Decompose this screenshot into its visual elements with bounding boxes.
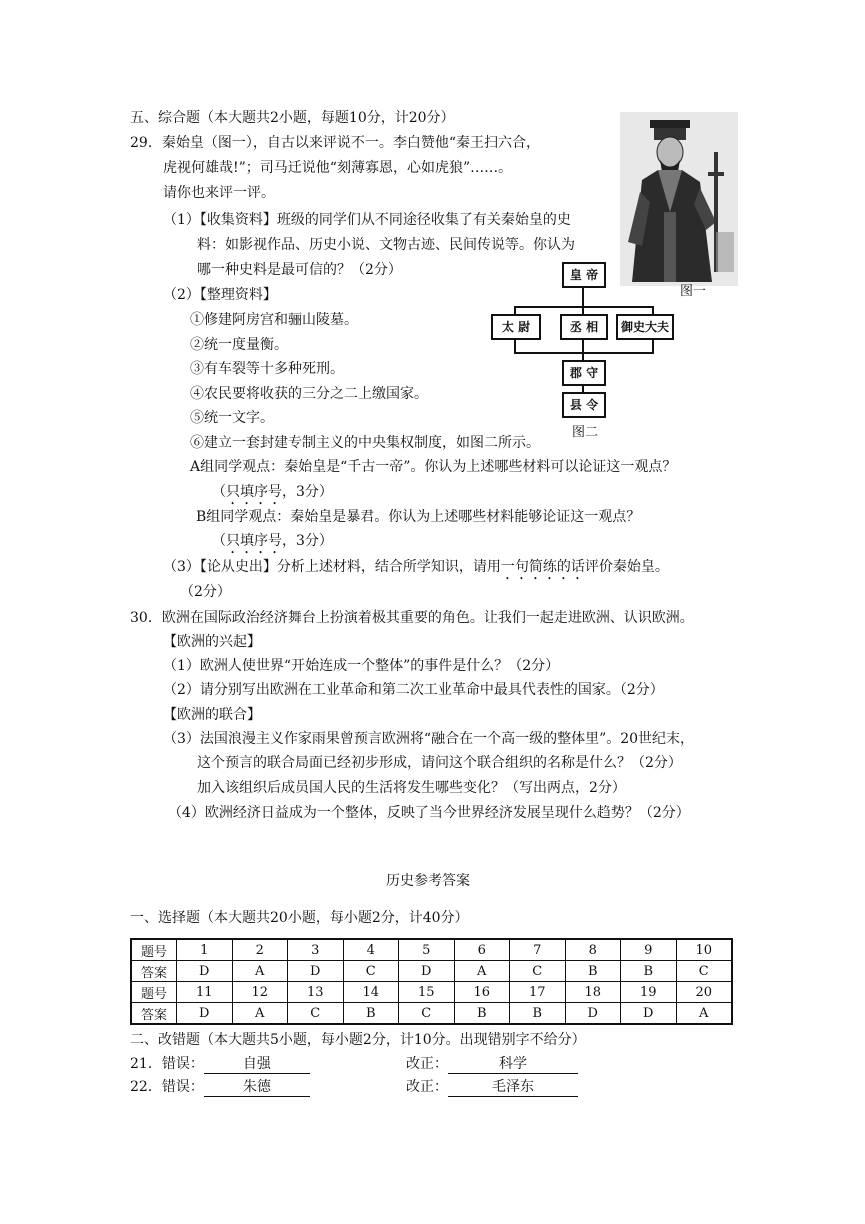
org-connector	[582, 288, 584, 306]
org-connector	[582, 306, 584, 314]
answers-section1-heading: 一、选择题（本大题共20小题，每小题2分，计40分）	[130, 910, 469, 926]
answers-title: 历史参考答案	[386, 873, 470, 889]
correction-right-answer: 毛泽东	[448, 1078, 578, 1097]
q30-part2: （2）请分别写出欧洲在工业革命和第二次工业革命中最具代表性的国家。（2分）	[163, 682, 664, 698]
answer-table	[130, 938, 733, 1025]
correction-fix	[406, 1054, 578, 1074]
table-cell: B	[510, 1003, 566, 1025]
table-cell: 17	[510, 982, 566, 1003]
table-row	[131, 982, 732, 1003]
org-connector	[514, 352, 654, 354]
group-b-question: B组同学观点：秦始皇是暴君。你认为上述哪些材料能够论证这一观点？	[196, 509, 641, 525]
material-item: ③有车裂等十多种死刑。	[190, 361, 344, 377]
org-chart-diagram	[486, 262, 676, 437]
table-cell: 5	[399, 939, 455, 961]
figure1-caption: 图一	[680, 284, 707, 299]
material-item: ④农民要将收获的三分之二上缴国家。	[190, 386, 428, 402]
table-cell: 答案	[131, 1003, 177, 1025]
org-connector	[514, 306, 654, 308]
table-cell: A	[232, 961, 288, 982]
org-connector	[652, 306, 654, 314]
org-box-xianling: 县 令	[562, 392, 606, 418]
table-cell: 14	[343, 982, 399, 1003]
table-cell: 3	[288, 939, 344, 961]
table-cell: A	[232, 1003, 288, 1025]
table-row	[131, 1003, 732, 1025]
table-cell: B	[343, 1003, 399, 1025]
table-cell: C	[510, 961, 566, 982]
table-cell: B	[454, 1003, 510, 1025]
table-cell: C	[343, 961, 399, 982]
org-box-yushidafu: 御史大夫	[616, 314, 674, 340]
q29-line1: 29．秦始皇（图一），自古以来评说不一。李白赞他“秦王扫六合，	[130, 135, 540, 151]
table-cell: 1	[177, 939, 233, 961]
table-cell: 16	[454, 982, 510, 1003]
table-cell: 4	[343, 939, 399, 961]
table-cell: D	[177, 961, 233, 982]
table-cell: 7	[510, 939, 566, 961]
table-cell: 11	[177, 982, 233, 1003]
table-cell: 13	[288, 982, 344, 1003]
correction-fix-label: 改正：	[406, 1079, 448, 1095]
table-cell: 2	[232, 939, 288, 961]
table-cell: 答案	[131, 961, 177, 982]
table-cell: C	[676, 961, 732, 982]
correction-row	[130, 1077, 310, 1097]
q30-line1: 30．欧洲在国际政治经济舞台上扮演着极其重要的角色。让我们一起走进欧洲、认识欧洲。	[130, 610, 694, 626]
material-item: ⑤统一文字。	[190, 410, 274, 426]
table-cell: 题号	[131, 939, 177, 961]
table-cell: 题号	[131, 982, 177, 1003]
table-cell: A	[454, 961, 510, 982]
correction-number: 21．错误：	[130, 1056, 204, 1072]
material-item: ⑥建立一套封建专制主义的中央集权制度，如图二所示。	[190, 435, 540, 451]
correction-fix	[406, 1077, 578, 1097]
table-cell: D	[621, 1003, 677, 1025]
table-cell: 10	[676, 939, 732, 961]
group-b-note: （只填序号，3分）	[212, 533, 333, 549]
material-item: ①修建阿房宫和骊山陵墓。	[190, 312, 358, 328]
q30-part1: （1）欧洲人使世界“开始连成一个整体”的事件是什么？（2分）	[163, 658, 560, 674]
table-cell: 6	[454, 939, 510, 961]
table-cell: C	[399, 1003, 455, 1025]
correction-row	[130, 1054, 310, 1074]
table-cell: D	[565, 1003, 621, 1025]
figure2-caption: 图二	[572, 425, 599, 440]
group-a-question: A组同学观点：秦始皇是“千古一帝”。你认为上述哪些材料可以论证这一观点？	[190, 459, 677, 475]
table-cell: 8	[565, 939, 621, 961]
q29-part1-line1: （1）【收集资料】班级的同学们从不同途径收集了有关秦始皇的史	[163, 212, 571, 228]
q30-union-heading: 【欧洲的联合】	[163, 707, 261, 723]
table-cell: 9	[621, 939, 677, 961]
org-box-chengxiang: 丞 相	[560, 314, 608, 340]
answers-section2-heading: 二、改错题（本大题共5小题，每小题2分，计10分。出现错别字不给分）	[130, 1032, 586, 1048]
correction-number: 22．错误：	[130, 1079, 204, 1095]
qin-shihuang-portrait-image	[620, 112, 738, 286]
q30-part3-line2: 这个预言的联合局面已经初步形成，请问这个联合组织的名称是什么？（2分）	[197, 755, 682, 771]
table-cell: 15	[399, 982, 455, 1003]
correction-wrong-answer: 朱德	[204, 1078, 310, 1097]
table-cell: D	[177, 1003, 233, 1025]
table-cell: 20	[676, 982, 732, 1003]
correction-fix-label: 改正：	[406, 1056, 448, 1072]
q30-part3-line3: 加入该组织后成员国人民的生活将发生哪些变化？（写出两点，2分）	[197, 780, 626, 796]
q30-part3-line1: （3）法国浪漫主义作家雨果曾预言欧洲将“融合在一个高一级的整体里”。20世纪末，	[163, 731, 695, 747]
q29-part1-line2: 料：如影视作品、历史小说、文物古迹、民间传说等。你认为	[197, 237, 575, 253]
table-cell: A	[676, 1003, 732, 1025]
org-box-emperor: 皇 帝	[562, 262, 606, 288]
org-connector	[582, 340, 584, 360]
org-connector	[514, 306, 516, 314]
table-row	[131, 939, 732, 961]
q29-part2-heading: （2）【整理资料】	[163, 287, 277, 303]
table-row	[131, 961, 732, 982]
correction-wrong-answer: 自强	[204, 1055, 310, 1074]
q30-part4: （4）欧洲经济日益成为一个整体，反映了当今世界经济发展呈现什么趋势？（2分）	[168, 805, 690, 821]
table-cell: 19	[621, 982, 677, 1003]
q29-part3-score: （2分）	[180, 584, 231, 600]
table-cell: 12	[232, 982, 288, 1003]
org-box-taiwei: 太 尉	[491, 314, 541, 340]
q29-line3: 请你也来评一评。	[163, 185, 275, 201]
q29-line2: 虎视何雄哉!”；司马迁说他“刻薄寡恩，心如虎狼”……。	[163, 160, 513, 176]
table-cell: B	[621, 961, 677, 982]
table-cell: D	[399, 961, 455, 982]
q30-rise-heading: 【欧洲的兴起】	[163, 634, 261, 650]
group-a-note: （只填序号，3分）	[212, 484, 333, 500]
table-cell: D	[288, 961, 344, 982]
table-cell: C	[288, 1003, 344, 1025]
q29-part1-line3: 哪一种史料是最可信的？（2分）	[197, 262, 402, 278]
org-box-junshou: 郡 守	[562, 360, 606, 386]
section5-heading: 五、综合题（本大题共2小题，每题10分，计20分）	[130, 110, 455, 126]
q29-part3: （3）【论从史出】分析上述材料，结合所学知识，请用一句简练的话评价秦始皇。	[163, 559, 669, 575]
table-cell: 18	[565, 982, 621, 1003]
material-item: ②统一度量衡。	[190, 337, 288, 353]
correction-right-answer: 科学	[448, 1055, 578, 1074]
table-cell: B	[565, 961, 621, 982]
